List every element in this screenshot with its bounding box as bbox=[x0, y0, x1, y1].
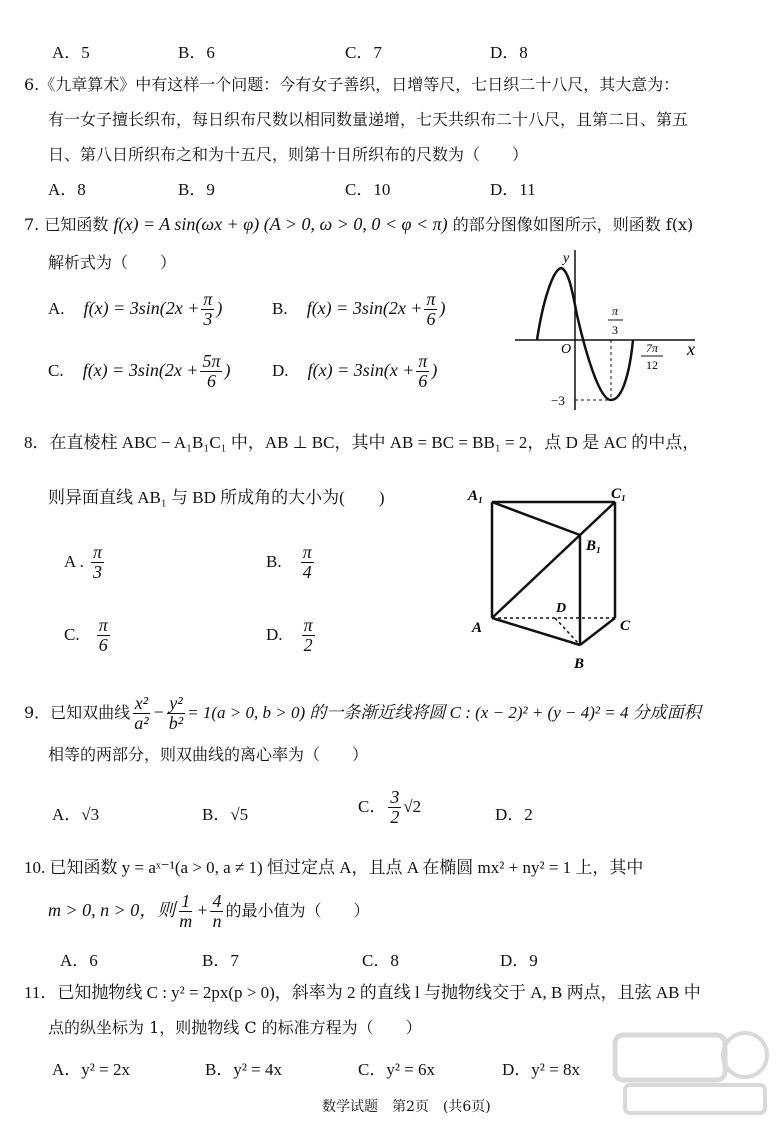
fraction: $\frac{\pi}{6}$ bbox=[98, 615, 108, 655]
q8-option-c: C. $\frac{\pi}{6}$ bbox=[64, 615, 108, 655]
q7-option-c: C. f(x) = 3sin(2x + $\frac{5\pi}{6}$ ) bbox=[48, 351, 231, 391]
q11-option-b: B．y² = 4x bbox=[205, 1060, 283, 1079]
label-c: C bbox=[620, 618, 631, 634]
label-c1: C₁ bbox=[611, 486, 627, 502]
q7-sine-graph bbox=[515, 240, 705, 415]
q9-option-c: C． $\frac{3}{2}$ √2 bbox=[358, 787, 422, 827]
q11-option-c: C．y² = 6x bbox=[358, 1060, 436, 1079]
q8-option-b: B. $\frac{\pi}{4}$ bbox=[266, 542, 312, 582]
q6-option-a: A．8 bbox=[48, 180, 86, 199]
q9-option-d: D．2 bbox=[495, 805, 533, 824]
q6-option-d: D．11 bbox=[490, 180, 536, 199]
q6-option-c: C．10 bbox=[345, 180, 391, 199]
fraction: $\frac{\pi}{2}$ bbox=[303, 615, 313, 655]
neg3-label: −3 bbox=[551, 393, 565, 408]
q9-line-2: 相等的两部分，则双曲线的离心率为（ ） bbox=[48, 745, 369, 764]
page-footer: 数学试题 第2页 (共6页) bbox=[322, 1099, 491, 1115]
fraction: $\frac{\pi}{6}$ bbox=[426, 289, 436, 329]
q10-option-b: B．7 bbox=[202, 951, 239, 970]
q10-option-d: D．9 bbox=[500, 951, 538, 970]
fraction: $\frac{\pi}{3}$ bbox=[92, 542, 102, 582]
q6-option-b: B．9 bbox=[178, 180, 215, 199]
q5-option-b: B．6 bbox=[178, 43, 215, 62]
q7-prefix: 7. 已知函数 bbox=[24, 215, 109, 234]
label-a: A bbox=[472, 620, 483, 636]
fraction: $\frac{\text{y²}}{\text{b²}}$ bbox=[168, 693, 184, 733]
q7-option-a: A. f(x) = 3sin(2x + $\frac{\pi}{3}$ ) bbox=[48, 289, 223, 329]
q10-line-1: 10. 已知函数 y = aˣ⁻¹(a > 0, a ≠ 1) 恒过定点 A，且点 A 在椭圆 mx² + ny² = 1 上，其中 bbox=[24, 858, 644, 877]
q6-line-3: 日、第八日所织布之和为十五尺，则第十日所织布的尺数为（ ） bbox=[48, 145, 529, 164]
q5-option-a: A．5 bbox=[52, 43, 90, 62]
q8-option-d: D. $\frac{\pi}{2}$ bbox=[266, 615, 313, 655]
fraction: $\frac{5\pi}{6}$ bbox=[202, 351, 221, 391]
q10-option-c: C．8 bbox=[362, 951, 399, 970]
q7-suffix: 的部分图像如图所示，则函数 f(x) bbox=[452, 215, 694, 234]
q11-option-a: A．y² = 2x bbox=[52, 1060, 130, 1079]
q10-option-a: A．6 bbox=[60, 951, 98, 970]
fraction: $\frac{1}{m}$ bbox=[179, 891, 193, 931]
watermark-logo bbox=[605, 1025, 775, 1120]
x-label: x bbox=[687, 339, 695, 359]
fraction: $\frac{\pi}{3}$ bbox=[203, 289, 213, 329]
q9-line-1: 9．已知双曲线 $\frac{\text{x²}}{\text{a²}}$ − $\frac{\text{y²}}{\text{b²}}$ = 1(a > 0, b > 0) 的一条渐近线将圆 C : (x − 2)² + (y − 4)² = 4 分成面积 bbox=[24, 693, 701, 733]
q5-option-c: C．7 bbox=[345, 43, 382, 62]
label-a1: A₁ bbox=[468, 488, 484, 504]
q5-option-d: D．8 bbox=[490, 43, 528, 62]
sine-curve bbox=[537, 268, 633, 400]
q8-option-a: A . $\frac{\pi}{3}$ bbox=[64, 542, 102, 582]
q6-line-1: 6.《九章算术》中有这样一个问题：今有女子善织，日增等尺，七日织二十八尺，其大意为： bbox=[24, 75, 680, 94]
q7-formula: f(x) = A sin(ωx + φ) (A > 0, ω > 0, 0 < φ < π) bbox=[113, 214, 448, 234]
q8-line-1: 8．在直棱柱 ABC − A₁B₁C₁ 中，AB ⊥ BC，其中 AB = BC = BB₁ = 2，点 D 是 AC 的中点， bbox=[24, 433, 700, 452]
q7-option-d: D. f(x) = 3sin(x + $\frac{\pi}{6}$ ) bbox=[272, 351, 438, 391]
label-b: B bbox=[574, 656, 585, 672]
pi3-den: 3 bbox=[612, 323, 618, 337]
q11-line-2: 点的纵坐标为 1，则抛物线 C 的标准方程为（ ） bbox=[48, 1018, 422, 1037]
p712-num: 7π bbox=[645, 341, 659, 355]
fraction: $\frac{\text{x²}}{\text{a²}}$ bbox=[134, 693, 149, 733]
label-d: D bbox=[556, 601, 567, 616]
pi3-num: π bbox=[611, 304, 619, 318]
q11-option-d: D．y² = 8x bbox=[502, 1060, 580, 1079]
label-b1: B₁ bbox=[586, 538, 602, 554]
fraction: $\frac{4}{n}$ bbox=[212, 891, 222, 931]
q7-option-b: B. f(x) = 3sin(2x + $\frac{\pi}{6}$ ) bbox=[272, 289, 446, 329]
origin-label: O bbox=[561, 342, 572, 357]
q9-option-a: A．√3 bbox=[52, 805, 100, 824]
q8-line-2: 则异面直线 AB₁ 与 BD 所成角的大小为( ) bbox=[48, 488, 385, 507]
fraction: $\frac{\pi}{6}$ bbox=[418, 351, 428, 391]
fraction: $\frac{3}{2}$ bbox=[390, 787, 400, 827]
p712-den: 12 bbox=[646, 358, 658, 372]
y-label: y bbox=[563, 251, 570, 266]
q11-line-1: 11．已知抛物线 C : y² = 2px(p > 0)，斜率为 2 的直线 l 与抛物线交于 A, B 两点，且弦 AB 中 bbox=[24, 983, 701, 1002]
q10-line-2: m > 0, n > 0，则 $\frac{1}{m}$ + $\frac{4}{n}$ 的最小值为（ ） bbox=[48, 891, 370, 931]
q7-stem-line-1 bbox=[24, 212, 693, 235]
q7-stem-line-2: 解析式为（ ） bbox=[48, 253, 177, 272]
fraction: $\frac{\pi}{4}$ bbox=[302, 542, 312, 582]
q8-prism-figure bbox=[460, 480, 640, 680]
q9-option-b: B．√5 bbox=[202, 805, 249, 824]
q6-line-2: 有一女子擅长织布，每日织布尺数以相同数量递增，七天共织布二十八尺，且第二日、第五 bbox=[48, 110, 689, 129]
